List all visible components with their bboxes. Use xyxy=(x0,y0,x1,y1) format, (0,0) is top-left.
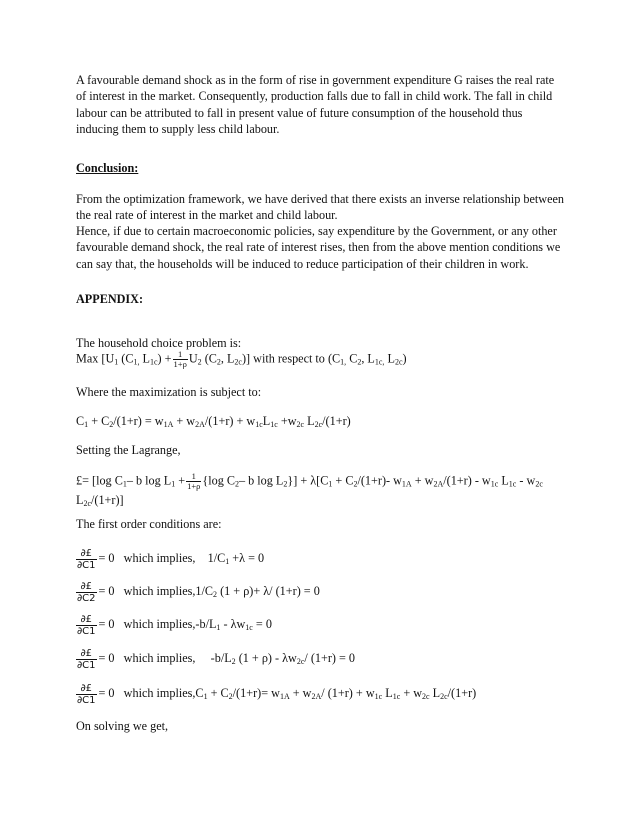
discount-fraction: $\frac{1}{1+\rho}$ xyxy=(187,471,201,491)
foc-row xyxy=(76,614,272,637)
partial-derivative-fraction: $\frac{\partial£}{\partial C1}$ xyxy=(77,614,96,637)
subject-to-text: Where the maximization is subject to: xyxy=(76,385,262,399)
foc-equation-text: = 0 which $implies,C_1 + C_2/(1+r)= w_{1A} + w_{2A}/$ $(1+r) + w_{1c}$ $L_{1c} + w_{2c}$ $L_{2c}/(1+r)$ xyxy=(98,686,477,702)
foc-row xyxy=(76,581,320,604)
foc-row xyxy=(76,648,355,671)
foc-intro: The first order conditions are: xyxy=(76,517,222,531)
on-solving-text: On solving we get, xyxy=(76,719,169,733)
intro-paragraph: A favourable demand shock as in the form of rise in government expenditure G raises the real rate of interest in the market. Consequently, production falls due to fall in child work. The fall in child labour can be attributed to fall in present value of future consumption of the household thus inducing them to supply less child labour. xyxy=(76,73,555,136)
discount-fraction: $\frac{1}{1+\rho}$ xyxy=(173,349,187,369)
partial-derivative-fraction: $\frac{\partial£}{\partial C1}$ xyxy=(77,683,96,706)
setting-lagrange-text: Setting the Lagrange, xyxy=(76,443,181,457)
conclusion-paragraph-2: Hence, if due to certain macroeconomic policies, say expenditure by the Government, or any other favourable demand shock, the real rate of interest rises, then from the above mention conditions we can say that, the households will be induced to reduce participation of their children in work. xyxy=(76,224,561,271)
lagrange-equation-line2: $L_{2c}/(1+r)$] xyxy=(76,493,124,508)
partial-derivative-fraction: $\frac{\partial£}{\partial C1}$ xyxy=(77,648,96,671)
conclusion-paragraph-1: From the optimization framework, we have derived that there exists an inverse relationship between the real rate of interest in the market and child labour. xyxy=(76,192,565,223)
foc-equation-text: = 0 which $implies,1/C_2$ (1 + ρ)+ λ/ (1+r) = 0 xyxy=(98,584,320,600)
partial-derivative-fraction: $\frac{\partial£}{\partial C1}$ xyxy=(77,548,96,571)
max-equation: Max [$U_1$ ($C_{1,}$ $L_{1c}$) + $\frac{1}{1+\rho}$ $U_2$ ($C_2$, $L_{2c}$)] with respect to ($C_{1,}$ $C_2$, $L_{1c,}$ $L_{2c}$) xyxy=(76,349,407,369)
foc-row xyxy=(76,548,264,571)
foc-row xyxy=(76,683,476,706)
foc-equation-text: = 0 which $implies,-b/L_1 - \lambda w_{1c} = 0$ xyxy=(98,617,272,633)
foc-equation-text: = 0 which implies, $-b/L_2$ $(1 + \rho) - \lambda w_{2c}/$ (1+r) = 0 xyxy=(98,651,356,667)
appendix-heading: APPENDIX: xyxy=(76,292,144,306)
conclusion-heading: Conclusion: xyxy=(76,161,139,175)
choice-intro: The household choice problem is: xyxy=(76,336,242,350)
foc-equation-text: = 0 which implies, $1/C_1 +\lambda = 0$ xyxy=(98,551,265,567)
budget-constraint: $C_1 + C_2/(1+r) = w_{1A} + w_{2A}/(1+r) + w_{1c}L_{1c} +w_{2c}$ $L_{2c}/(1+r)$ xyxy=(76,414,351,429)
lagrange-equation-line1: £= [log $C_1-$ b $\log L_1$ + $\frac{1}{1+\rho}$ {log $C_2-$ b $\log L_2\}] + \lambda[C_1 + C_2/(1+r)-$ $w_{1A} + w_{2A}/(1+r) - w_{1c}$ $L_{1c} - w_{2c}$ xyxy=(76,471,543,491)
partial-derivative-fraction: $\frac{\partial£}{\partial C2}$ xyxy=(77,581,96,604)
